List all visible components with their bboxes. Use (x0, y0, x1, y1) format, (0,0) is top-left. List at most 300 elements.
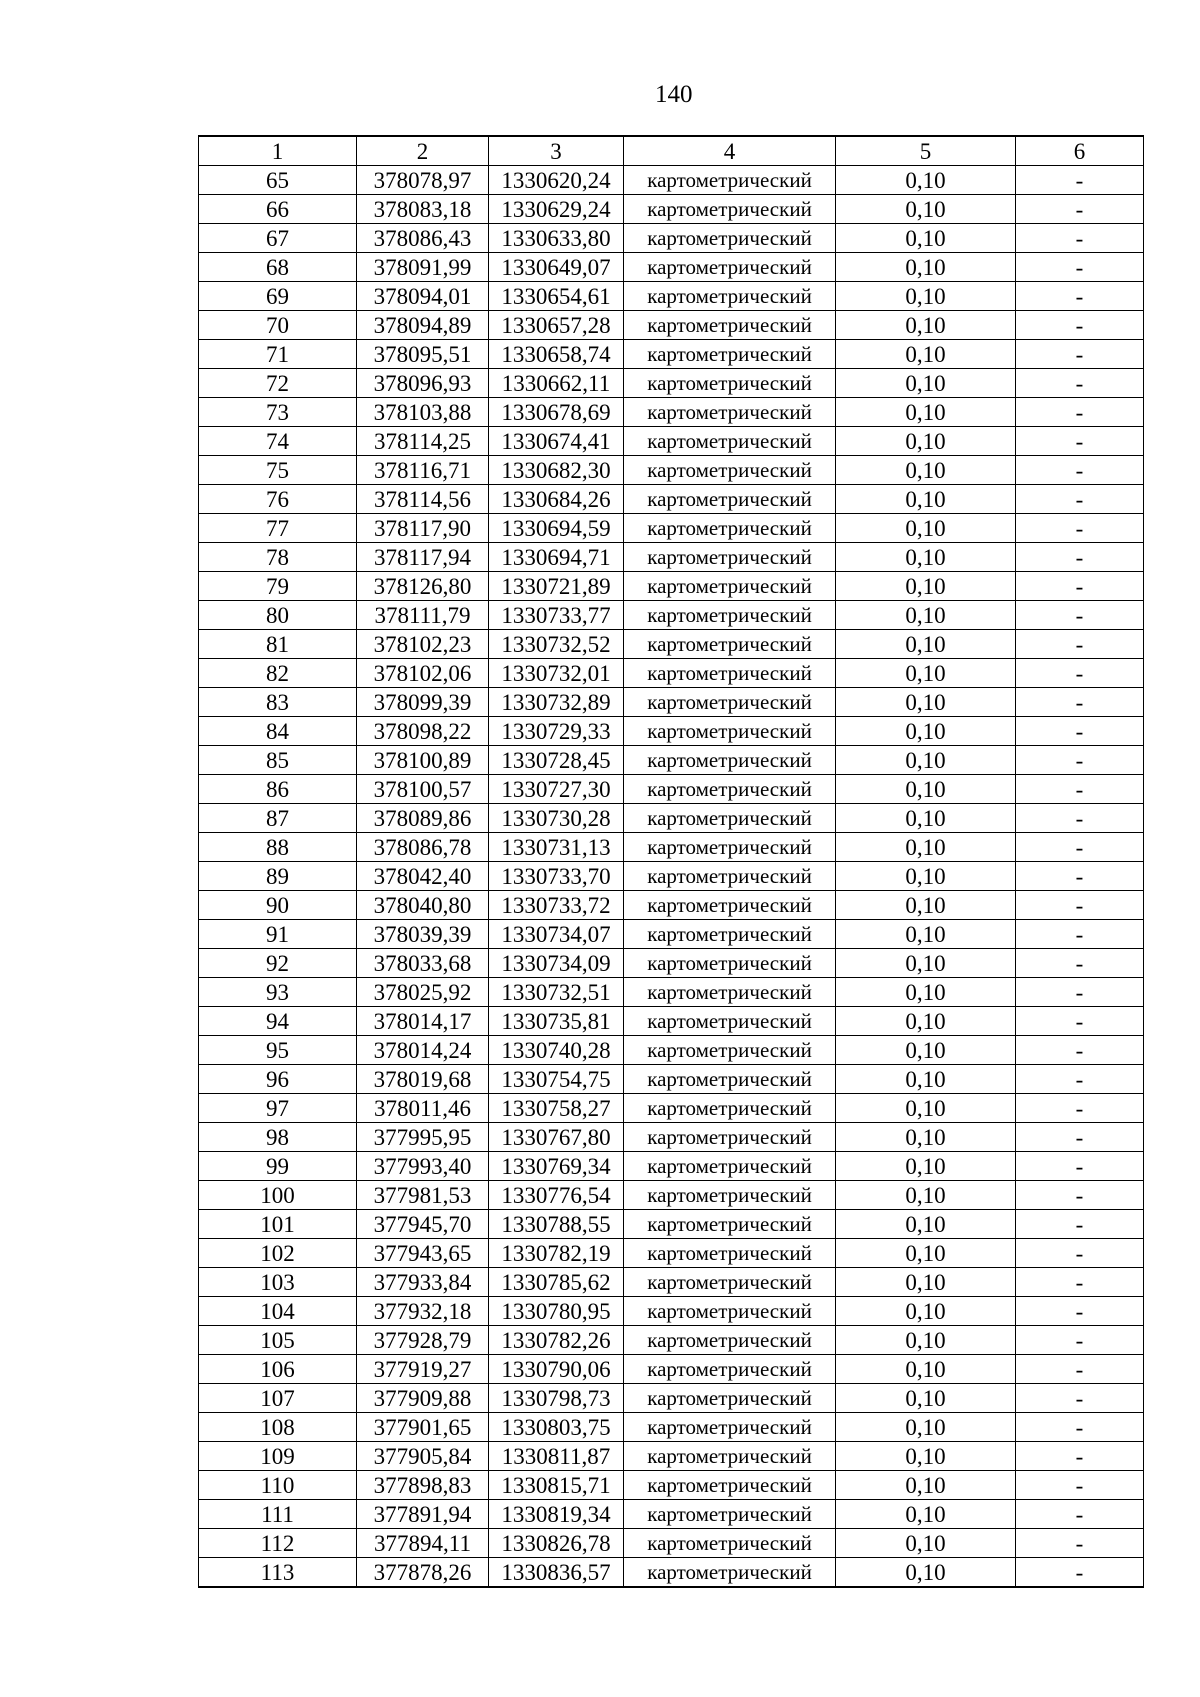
y-coordinate-cell: 1330731,13 (489, 833, 624, 862)
accuracy-cell: 0,10 (836, 1326, 1016, 1355)
method-cell: картометрический (624, 1268, 836, 1297)
point-number-cell: 74 (199, 427, 357, 456)
note-cell: - (1016, 1152, 1144, 1181)
method-cell: картометрический (624, 1500, 836, 1529)
y-coordinate-cell: 1330694,59 (489, 514, 624, 543)
point-number-cell: 99 (199, 1152, 357, 1181)
note-cell: - (1016, 398, 1144, 427)
accuracy-cell: 0,10 (836, 1094, 1016, 1123)
accuracy-cell: 0,10 (836, 1558, 1016, 1588)
note-cell: - (1016, 1123, 1144, 1152)
y-coordinate-cell: 1330732,51 (489, 978, 624, 1007)
y-coordinate-cell: 1330678,69 (489, 398, 624, 427)
y-coordinate-cell: 1330730,28 (489, 804, 624, 833)
accuracy-cell: 0,10 (836, 1007, 1016, 1036)
x-coordinate-cell: 378040,80 (357, 891, 489, 920)
point-number-cell: 71 (199, 340, 357, 369)
point-number-cell: 107 (199, 1384, 357, 1413)
table-row (199, 1268, 1144, 1297)
note-cell: - (1016, 891, 1144, 920)
y-coordinate-cell: 1330734,07 (489, 920, 624, 949)
x-coordinate-cell: 378091,99 (357, 253, 489, 282)
x-coordinate-cell: 377901,65 (357, 1413, 489, 1442)
method-cell: картометрический (624, 1413, 836, 1442)
method-cell: картометрический (624, 659, 836, 688)
table-row (199, 543, 1144, 572)
note-cell: - (1016, 1239, 1144, 1268)
x-coordinate-cell: 377891,94 (357, 1500, 489, 1529)
x-coordinate-cell: 377928,79 (357, 1326, 489, 1355)
y-coordinate-cell: 1330819,34 (489, 1500, 624, 1529)
note-cell: - (1016, 282, 1144, 311)
method-cell: картометрический (624, 862, 836, 891)
y-coordinate-cell: 1330836,57 (489, 1558, 624, 1588)
method-cell: картометрический (624, 166, 836, 195)
accuracy-cell: 0,10 (836, 311, 1016, 340)
y-coordinate-cell: 1330826,78 (489, 1529, 624, 1558)
table-row (199, 891, 1144, 920)
method-cell: картометрический (624, 1355, 836, 1384)
header-col-1: 1 (199, 136, 357, 166)
table-row (199, 1181, 1144, 1210)
y-coordinate-cell: 1330798,73 (489, 1384, 624, 1413)
y-coordinate-cell: 1330769,34 (489, 1152, 624, 1181)
accuracy-cell: 0,10 (836, 398, 1016, 427)
accuracy-cell: 0,10 (836, 1442, 1016, 1471)
accuracy-cell: 0,10 (836, 1297, 1016, 1326)
x-coordinate-cell: 378086,43 (357, 224, 489, 253)
note-cell: - (1016, 717, 1144, 746)
x-coordinate-cell: 378103,88 (357, 398, 489, 427)
table-row (199, 369, 1144, 398)
note-cell: - (1016, 601, 1144, 630)
x-coordinate-cell: 377932,18 (357, 1297, 489, 1326)
accuracy-cell: 0,10 (836, 601, 1016, 630)
point-number-cell: 112 (199, 1529, 357, 1558)
x-coordinate-cell: 377919,27 (357, 1355, 489, 1384)
y-coordinate-cell: 1330620,24 (489, 166, 624, 195)
table-row (199, 630, 1144, 659)
note-cell: - (1016, 1500, 1144, 1529)
method-cell: картометрический (624, 1529, 836, 1558)
x-coordinate-cell: 377909,88 (357, 1384, 489, 1413)
table-row (199, 920, 1144, 949)
point-number-cell: 103 (199, 1268, 357, 1297)
method-cell: картометрический (624, 1471, 836, 1500)
table-row (199, 1384, 1144, 1413)
point-number-cell: 98 (199, 1123, 357, 1152)
x-coordinate-cell: 378014,17 (357, 1007, 489, 1036)
accuracy-cell: 0,10 (836, 1036, 1016, 1065)
point-number-cell: 97 (199, 1094, 357, 1123)
note-cell: - (1016, 456, 1144, 485)
x-coordinate-cell: 378114,25 (357, 427, 489, 456)
method-cell: картометрический (624, 1007, 836, 1036)
method-cell: картометрический (624, 1065, 836, 1094)
table-row (199, 311, 1144, 340)
y-coordinate-cell: 1330732,01 (489, 659, 624, 688)
method-cell: картометрический (624, 1123, 836, 1152)
note-cell: - (1016, 775, 1144, 804)
y-coordinate-cell: 1330785,62 (489, 1268, 624, 1297)
x-coordinate-cell: 377981,53 (357, 1181, 489, 1210)
accuracy-cell: 0,10 (836, 659, 1016, 688)
accuracy-cell: 0,10 (836, 1413, 1016, 1442)
accuracy-cell: 0,10 (836, 775, 1016, 804)
method-cell: картометрический (624, 485, 836, 514)
table-row (199, 804, 1144, 833)
y-coordinate-cell: 1330790,06 (489, 1355, 624, 1384)
accuracy-cell: 0,10 (836, 833, 1016, 862)
x-coordinate-cell: 378116,71 (357, 456, 489, 485)
accuracy-cell: 0,10 (836, 746, 1016, 775)
accuracy-cell: 0,10 (836, 717, 1016, 746)
method-cell: картометрический (624, 282, 836, 311)
y-coordinate-cell: 1330658,74 (489, 340, 624, 369)
y-coordinate-cell: 1330767,80 (489, 1123, 624, 1152)
table-row (199, 1065, 1144, 1094)
y-coordinate-cell: 1330732,89 (489, 688, 624, 717)
accuracy-cell: 0,10 (836, 369, 1016, 398)
table-row (199, 949, 1144, 978)
accuracy-cell: 0,10 (836, 1355, 1016, 1384)
x-coordinate-cell: 378102,06 (357, 659, 489, 688)
accuracy-cell: 0,10 (836, 949, 1016, 978)
table-row (199, 746, 1144, 775)
point-number-cell: 108 (199, 1413, 357, 1442)
point-number-cell: 89 (199, 862, 357, 891)
x-coordinate-cell: 378089,86 (357, 804, 489, 833)
y-coordinate-cell: 1330782,26 (489, 1326, 624, 1355)
note-cell: - (1016, 1529, 1144, 1558)
table-row (199, 1239, 1144, 1268)
accuracy-cell: 0,10 (836, 543, 1016, 572)
note-cell: - (1016, 978, 1144, 1007)
note-cell: - (1016, 833, 1144, 862)
header-col-3: 3 (489, 136, 624, 166)
note-cell: - (1016, 1471, 1144, 1500)
note-cell: - (1016, 1355, 1144, 1384)
table-row (199, 572, 1144, 601)
note-cell: - (1016, 804, 1144, 833)
table-row (199, 1123, 1144, 1152)
x-coordinate-cell: 377995,95 (357, 1123, 489, 1152)
x-coordinate-cell: 378126,80 (357, 572, 489, 601)
x-coordinate-cell: 378117,94 (357, 543, 489, 572)
point-number-cell: 100 (199, 1181, 357, 1210)
table-row (199, 1500, 1144, 1529)
note-cell: - (1016, 1413, 1144, 1442)
accuracy-cell: 0,10 (836, 1239, 1016, 1268)
y-coordinate-cell: 1330782,19 (489, 1239, 624, 1268)
point-number-cell: 101 (199, 1210, 357, 1239)
note-cell: - (1016, 224, 1144, 253)
table-row (199, 166, 1144, 195)
coordinates-table (198, 135, 1144, 1588)
table-row (199, 1413, 1144, 1442)
x-coordinate-cell: 377945,70 (357, 1210, 489, 1239)
point-number-cell: 90 (199, 891, 357, 920)
y-coordinate-cell: 1330729,33 (489, 717, 624, 746)
point-number-cell: 69 (199, 282, 357, 311)
table-row (199, 1326, 1144, 1355)
table-row (199, 1094, 1144, 1123)
y-coordinate-cell: 1330754,75 (489, 1065, 624, 1094)
note-cell: - (1016, 688, 1144, 717)
x-coordinate-cell: 377878,26 (357, 1558, 489, 1588)
note-cell: - (1016, 1297, 1144, 1326)
method-cell: картометрический (624, 1384, 836, 1413)
point-number-cell: 111 (199, 1500, 357, 1529)
accuracy-cell: 0,10 (836, 1210, 1016, 1239)
table-row (199, 224, 1144, 253)
table-header-row (199, 136, 1144, 166)
table-row (199, 1442, 1144, 1471)
table-row (199, 485, 1144, 514)
x-coordinate-cell: 378102,23 (357, 630, 489, 659)
table-row (199, 282, 1144, 311)
method-cell: картометрический (624, 427, 836, 456)
table-row (199, 1297, 1144, 1326)
table-row (199, 1152, 1144, 1181)
x-coordinate-cell: 378083,18 (357, 195, 489, 224)
point-number-cell: 67 (199, 224, 357, 253)
x-coordinate-cell: 377943,65 (357, 1239, 489, 1268)
point-number-cell: 68 (199, 253, 357, 282)
x-coordinate-cell: 378111,79 (357, 601, 489, 630)
point-number-cell: 77 (199, 514, 357, 543)
note-cell: - (1016, 1065, 1144, 1094)
point-number-cell: 94 (199, 1007, 357, 1036)
point-number-cell: 86 (199, 775, 357, 804)
x-coordinate-cell: 378096,93 (357, 369, 489, 398)
header-col-4: 4 (624, 136, 836, 166)
method-cell: картометрический (624, 949, 836, 978)
note-cell: - (1016, 166, 1144, 195)
note-cell: - (1016, 1210, 1144, 1239)
point-number-cell: 76 (199, 485, 357, 514)
point-number-cell: 73 (199, 398, 357, 427)
y-coordinate-cell: 1330728,45 (489, 746, 624, 775)
note-cell: - (1016, 427, 1144, 456)
accuracy-cell: 0,10 (836, 1123, 1016, 1152)
y-coordinate-cell: 1330633,80 (489, 224, 624, 253)
table-row (199, 1558, 1144, 1588)
note-cell: - (1016, 543, 1144, 572)
point-number-cell: 66 (199, 195, 357, 224)
method-cell: картометрический (624, 456, 836, 485)
accuracy-cell: 0,10 (836, 427, 1016, 456)
accuracy-cell: 0,10 (836, 195, 1016, 224)
page-number-container (0, 80, 1200, 110)
y-coordinate-cell: 1330732,52 (489, 630, 624, 659)
y-coordinate-cell: 1330657,28 (489, 311, 624, 340)
y-coordinate-cell: 1330662,11 (489, 369, 624, 398)
point-number-cell: 82 (199, 659, 357, 688)
point-number-cell: 106 (199, 1355, 357, 1384)
y-coordinate-cell: 1330654,61 (489, 282, 624, 311)
table-row (199, 427, 1144, 456)
point-number-cell: 79 (199, 572, 357, 601)
y-coordinate-cell: 1330727,30 (489, 775, 624, 804)
accuracy-cell: 0,10 (836, 688, 1016, 717)
y-coordinate-cell: 1330740,28 (489, 1036, 624, 1065)
method-cell: картометрический (624, 253, 836, 282)
table-row (199, 1210, 1144, 1239)
method-cell: картометрический (624, 311, 836, 340)
table-row (199, 601, 1144, 630)
point-number-cell: 88 (199, 833, 357, 862)
table-body (199, 166, 1144, 1588)
method-cell: картометрический (624, 688, 836, 717)
note-cell: - (1016, 253, 1144, 282)
note-cell: - (1016, 514, 1144, 543)
x-coordinate-cell: 377894,11 (357, 1529, 489, 1558)
accuracy-cell: 0,10 (836, 1529, 1016, 1558)
note-cell: - (1016, 746, 1144, 775)
accuracy-cell: 0,10 (836, 1065, 1016, 1094)
header-col-2: 2 (357, 136, 489, 166)
method-cell: картометрический (624, 514, 836, 543)
point-number-cell: 81 (199, 630, 357, 659)
note-cell: - (1016, 1181, 1144, 1210)
y-coordinate-cell: 1330682,30 (489, 456, 624, 485)
note-cell: - (1016, 369, 1144, 398)
x-coordinate-cell: 378117,90 (357, 514, 489, 543)
accuracy-cell: 0,10 (836, 572, 1016, 601)
header-col-5: 5 (836, 136, 1016, 166)
note-cell: - (1016, 1036, 1144, 1065)
method-cell: картометрический (624, 224, 836, 253)
header-col-6: 6 (1016, 136, 1144, 166)
x-coordinate-cell: 378099,39 (357, 688, 489, 717)
point-number-cell: 85 (199, 746, 357, 775)
accuracy-cell: 0,10 (836, 224, 1016, 253)
point-number-cell: 102 (199, 1239, 357, 1268)
x-coordinate-cell: 377905,84 (357, 1442, 489, 1471)
note-cell: - (1016, 1384, 1144, 1413)
y-coordinate-cell: 1330788,55 (489, 1210, 624, 1239)
method-cell: картометрический (624, 1152, 836, 1181)
y-coordinate-cell: 1330780,95 (489, 1297, 624, 1326)
method-cell: картометрический (624, 746, 836, 775)
accuracy-cell: 0,10 (836, 166, 1016, 195)
accuracy-cell: 0,10 (836, 514, 1016, 543)
x-coordinate-cell: 378011,46 (357, 1094, 489, 1123)
point-number-cell: 95 (199, 1036, 357, 1065)
y-coordinate-cell: 1330733,70 (489, 862, 624, 891)
point-number-cell: 110 (199, 1471, 357, 1500)
y-coordinate-cell: 1330733,72 (489, 891, 624, 920)
x-coordinate-cell: 378094,01 (357, 282, 489, 311)
method-cell: картометрический (624, 920, 836, 949)
accuracy-cell: 0,10 (836, 1152, 1016, 1181)
note-cell: - (1016, 1268, 1144, 1297)
point-number-cell: 104 (199, 1297, 357, 1326)
method-cell: картометрический (624, 1239, 836, 1268)
method-cell: картометрический (624, 775, 836, 804)
x-coordinate-cell: 377898,83 (357, 1471, 489, 1500)
method-cell: картометрический (624, 804, 836, 833)
method-cell: картометрический (624, 1326, 836, 1355)
table-row (199, 1036, 1144, 1065)
accuracy-cell: 0,10 (836, 1471, 1016, 1500)
table-row (199, 978, 1144, 1007)
accuracy-cell: 0,10 (836, 456, 1016, 485)
table-row (199, 398, 1144, 427)
table-row (199, 1355, 1144, 1384)
point-number-cell: 109 (199, 1442, 357, 1471)
method-cell: картометрический (624, 717, 836, 746)
point-number-cell: 83 (199, 688, 357, 717)
y-coordinate-cell: 1330649,07 (489, 253, 624, 282)
accuracy-cell: 0,10 (836, 485, 1016, 514)
method-cell: картометрический (624, 543, 836, 572)
x-coordinate-cell: 378098,22 (357, 717, 489, 746)
table-row (199, 862, 1144, 891)
y-coordinate-cell: 1330811,87 (489, 1442, 624, 1471)
note-cell: - (1016, 1326, 1144, 1355)
accuracy-cell: 0,10 (836, 1181, 1016, 1210)
y-coordinate-cell: 1330674,41 (489, 427, 624, 456)
accuracy-cell: 0,10 (836, 253, 1016, 282)
note-cell: - (1016, 1442, 1144, 1471)
note-cell: - (1016, 1094, 1144, 1123)
table-row (199, 1471, 1144, 1500)
note-cell: - (1016, 485, 1144, 514)
method-cell: картометрический (624, 1036, 836, 1065)
point-number-cell: 93 (199, 978, 357, 1007)
note-cell: - (1016, 572, 1144, 601)
x-coordinate-cell: 378086,78 (357, 833, 489, 862)
accuracy-cell: 0,10 (836, 630, 1016, 659)
point-number-cell: 105 (199, 1326, 357, 1355)
point-number-cell: 113 (199, 1558, 357, 1588)
y-coordinate-cell: 1330721,89 (489, 572, 624, 601)
y-coordinate-cell: 1330684,26 (489, 485, 624, 514)
note-cell: - (1016, 862, 1144, 891)
x-coordinate-cell: 378078,97 (357, 166, 489, 195)
method-cell: картометрический (624, 1094, 836, 1123)
table-row (199, 688, 1144, 717)
table-row (199, 514, 1144, 543)
table-row (199, 340, 1144, 369)
y-coordinate-cell: 1330803,75 (489, 1413, 624, 1442)
y-coordinate-cell: 1330694,71 (489, 543, 624, 572)
note-cell: - (1016, 1007, 1144, 1036)
table-row (199, 717, 1144, 746)
x-coordinate-cell: 377993,40 (357, 1152, 489, 1181)
accuracy-cell: 0,10 (836, 1384, 1016, 1413)
x-coordinate-cell: 378095,51 (357, 340, 489, 369)
accuracy-cell: 0,10 (836, 282, 1016, 311)
point-number-cell: 70 (199, 311, 357, 340)
point-number-cell: 96 (199, 1065, 357, 1094)
method-cell: картометрический (624, 1181, 836, 1210)
point-number-cell: 78 (199, 543, 357, 572)
method-cell: картометрический (624, 340, 836, 369)
x-coordinate-cell: 377933,84 (357, 1268, 489, 1297)
table-row (199, 659, 1144, 688)
method-cell: картометрический (624, 1210, 836, 1239)
point-number-cell: 65 (199, 166, 357, 195)
y-coordinate-cell: 1330629,24 (489, 195, 624, 224)
table-row (199, 1007, 1144, 1036)
y-coordinate-cell: 1330758,27 (489, 1094, 624, 1123)
point-number-cell: 84 (199, 717, 357, 746)
note-cell: - (1016, 195, 1144, 224)
x-coordinate-cell: 378114,56 (357, 485, 489, 514)
